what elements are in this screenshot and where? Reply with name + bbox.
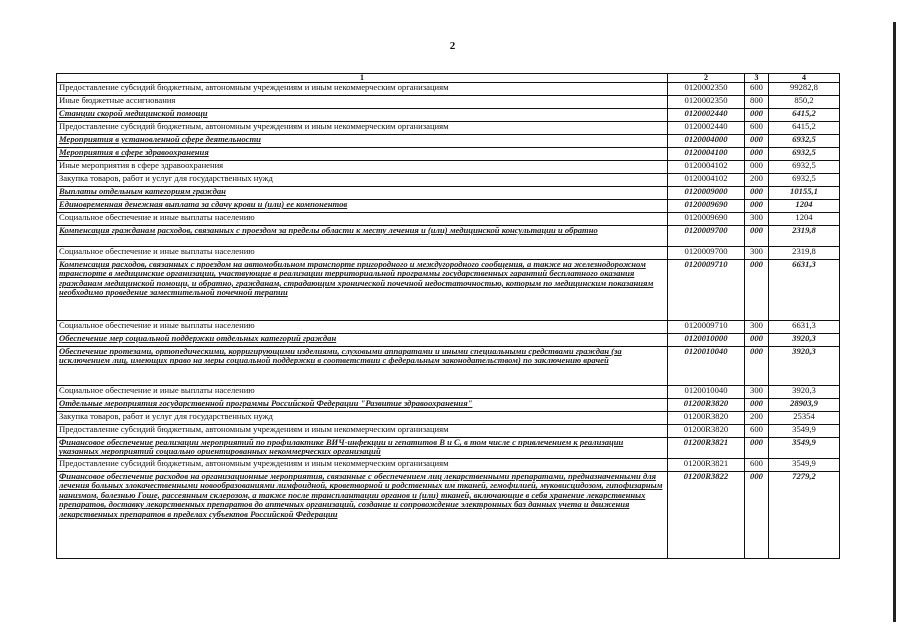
row-name: Социальное обеспечение и иные выплаты населению [57,213,668,226]
row-sum: 10155,1 [769,187,840,200]
row-sum: 3920,3 [769,386,840,399]
row-name: Финансовое обеспечение расходов на организационные мероприятия, связанные с обеспечением лиц лекарственными препаратами, предназначенными для лечения больных злокачественными новообразованиями лимфоидной, кроветворной и родственных им тканей, гемофилией, муковисцидозом, гипофизарным нанизмом, болезнью Гоше, рассеянным склерозом, а также после трансплантации органов и (или) тканей, включающие в себя хранение лекарственных препаратов, доставку лекарственных препаратов до аптечных организаций, создание и сопровождение электронных баз данных учета и движения лекарственных препаратов в пределах субъектов Российской Федерации [57,472,668,559]
row-code: 01200R3820 [668,412,745,425]
row-code: 0120009710 [668,321,745,334]
header-col-sum: 4 [769,74,840,83]
row-name: Предоставление субсидий бюджетным, автономным учреждениям и иным некоммерческим организациям [57,425,668,438]
row-name: Единовременная денежная выплата за сдачу крови и (или) ее компонентов [57,200,668,213]
row-name: Мероприятия в сфере здравоохранения [57,148,668,161]
row-name: Предоставление субсидий бюджетным, автономным учреждениям и иным некоммерческим организациям [57,83,668,96]
header-row [57,74,840,83]
row-type: 000 [745,226,769,247]
row-code: 0120009700 [668,247,745,260]
row-name: Отдельные мероприятия государственной программы Российской Федерации "Развитие здравоохранения" [57,399,668,412]
budget-table [56,73,840,559]
row-sum: 28903,9 [769,399,840,412]
row-name: Закупка товаров, работ и услуг для государственных нужд [57,412,668,425]
table-row [57,459,840,472]
row-code: 0120004100 [668,148,745,161]
table-row [57,174,840,187]
table-row [57,438,840,459]
table-row [57,247,840,260]
row-code: 01200R3820 [668,425,745,438]
row-code: 0120002350 [668,83,745,96]
row-code: 01200R3822 [668,472,745,559]
row-code: 0120004102 [668,174,745,187]
row-code: 0120010040 [668,347,745,386]
row-code: 0120002350 [668,96,745,109]
page-number: 2 [449,40,456,52]
row-type: 000 [745,472,769,559]
row-name: Социальное обеспечение и иные выплаты населению [57,321,668,334]
table-row [57,425,840,438]
row-type: 000 [745,148,769,161]
row-sum: 99282,8 [769,83,840,96]
row-code: 01200R3821 [668,438,745,459]
table-row [57,200,840,213]
row-type: 300 [745,247,769,260]
row-sum: 3920,3 [769,347,840,386]
row-sum: 1204 [769,213,840,226]
row-name: Социальное обеспечение и иные выплаты населению [57,247,668,260]
header-col-type: 3 [745,74,769,83]
table-row [57,213,840,226]
row-name: Компенсация гражданам расходов, связанных с проездом за пределы области к месту лечения и (или) медицинской консультации и обратно [57,226,668,247]
row-sum: 6415,2 [769,109,840,122]
row-code: 0120009700 [668,226,745,247]
row-code: 0120009000 [668,187,745,200]
row-name: Мероприятия в установленной сфере деятельности [57,135,668,148]
row-type: 000 [745,347,769,386]
row-sum: 3549,9 [769,438,840,459]
table-row [57,83,840,96]
row-code: 0120002440 [668,109,745,122]
row-sum: 25354 [769,412,840,425]
table-row [57,161,840,174]
row-sum: 3549,9 [769,459,840,472]
table-row [57,122,840,135]
row-name: Предоставление субсидий бюджетным, автономным учреждениям и иным некоммерческим организациям [57,122,668,135]
row-code: 01200R3820 [668,399,745,412]
row-name: Обеспечение протезами, ортопедическими, корригирующими изделиями, слуховыми аппаратами и иными специальными средствами граждан (за исключением лиц, имеющих право на меры социальной поддержки в соответствии с федеральным законодательством) по заключению врачей [57,347,668,386]
header-col-code: 2 [668,74,745,83]
row-sum: 1204 [769,200,840,213]
row-sum: 7279,2 [769,472,840,559]
row-sum: 6415,2 [769,122,840,135]
row-type: 300 [745,213,769,226]
row-code: 0120009690 [668,213,745,226]
row-type: 000 [745,260,769,321]
row-name: Закупка товаров, работ и услуг для государственных нужд [57,174,668,187]
row-code: 0120004000 [668,135,745,148]
row-sum: 2319,8 [769,226,840,247]
row-type: 200 [745,412,769,425]
table-row [57,321,840,334]
row-type: 000 [745,200,769,213]
row-type: 600 [745,83,769,96]
row-type: 600 [745,459,769,472]
row-name: Предоставление субсидий бюджетным, автономным учреждениям и иным некоммерческим организациям [57,459,668,472]
row-name: Иные мероприятия в сфере здравоохранения [57,161,668,174]
row-sum: 850,2 [769,96,840,109]
row-code: 0120009690 [668,200,745,213]
row-type: 600 [745,122,769,135]
table-row [57,148,840,161]
row-name: Станции скорой медицинской помощи [57,109,668,122]
row-name: Обеспечение мер социальной поддержки отдельных категорий граждан [57,334,668,347]
row-name: Иные бюджетные ассигнования [57,96,668,109]
row-type: 000 [745,135,769,148]
row-sum: 6631,3 [769,260,840,321]
row-sum: 6932,5 [769,148,840,161]
row-code: 0120009710 [668,260,745,321]
row-code: 0120010000 [668,334,745,347]
row-code: 0120004102 [668,161,745,174]
table-row [57,386,840,399]
table-row [57,226,840,247]
table-row [57,135,840,148]
row-sum: 2319,8 [769,247,840,260]
table-row [57,187,840,200]
row-sum: 6932,5 [769,135,840,148]
table-row [57,412,840,425]
table-row [57,399,840,412]
row-sum: 3549,9 [769,425,840,438]
row-sum: 6631,3 [769,321,840,334]
row-sum: 6932,5 [769,161,840,174]
row-sum: 3920,3 [769,334,840,347]
table-row [57,472,840,559]
row-type: 300 [745,321,769,334]
row-type: 000 [745,334,769,347]
row-type: 000 [745,109,769,122]
row-type: 200 [745,174,769,187]
row-name: Социальное обеспечение и иные выплаты населению [57,386,668,399]
row-type: 300 [745,386,769,399]
row-sum: 6932,5 [769,174,840,187]
table-row [57,347,840,386]
row-name: Финансовое обеспечение реализации мероприятий по профилактике ВИЧ-инфекции и гепатитов В и С, в том числе с привлечением к реализации указанных мероприятий социально ориентированных некоммерческих организаций [57,438,668,459]
row-code: 0120002440 [668,122,745,135]
table-row [57,334,840,347]
header-col-name: 1 [57,74,668,83]
row-type: 800 [745,96,769,109]
table-row [57,96,840,109]
table-row [57,109,840,122]
row-type: 000 [745,399,769,412]
table-row [57,260,840,321]
row-type: 000 [745,187,769,200]
row-type: 000 [745,438,769,459]
page-edge-line [893,22,896,622]
row-code: 01200R3821 [668,459,745,472]
row-name: Компенсация расходов, связанных с проездом на автомобильном транспорте пригородного и междугородного сообщения, а также на железнодорожном транспорте в медицинские организации, участвующие в реализации территориальной программы государственных гарантий бесплатного оказания гражданам медицинской помощи, и обратно, гражданам, страдающим хронической почечной недостаточностью, которым по медицинским показаниям необходимо проведение заместительной почечной терапии [57,260,668,321]
row-type: 000 [745,161,769,174]
row-code: 0120010040 [668,386,745,399]
row-type: 600 [745,425,769,438]
row-name: Выплаты отдельным категориям граждан [57,187,668,200]
